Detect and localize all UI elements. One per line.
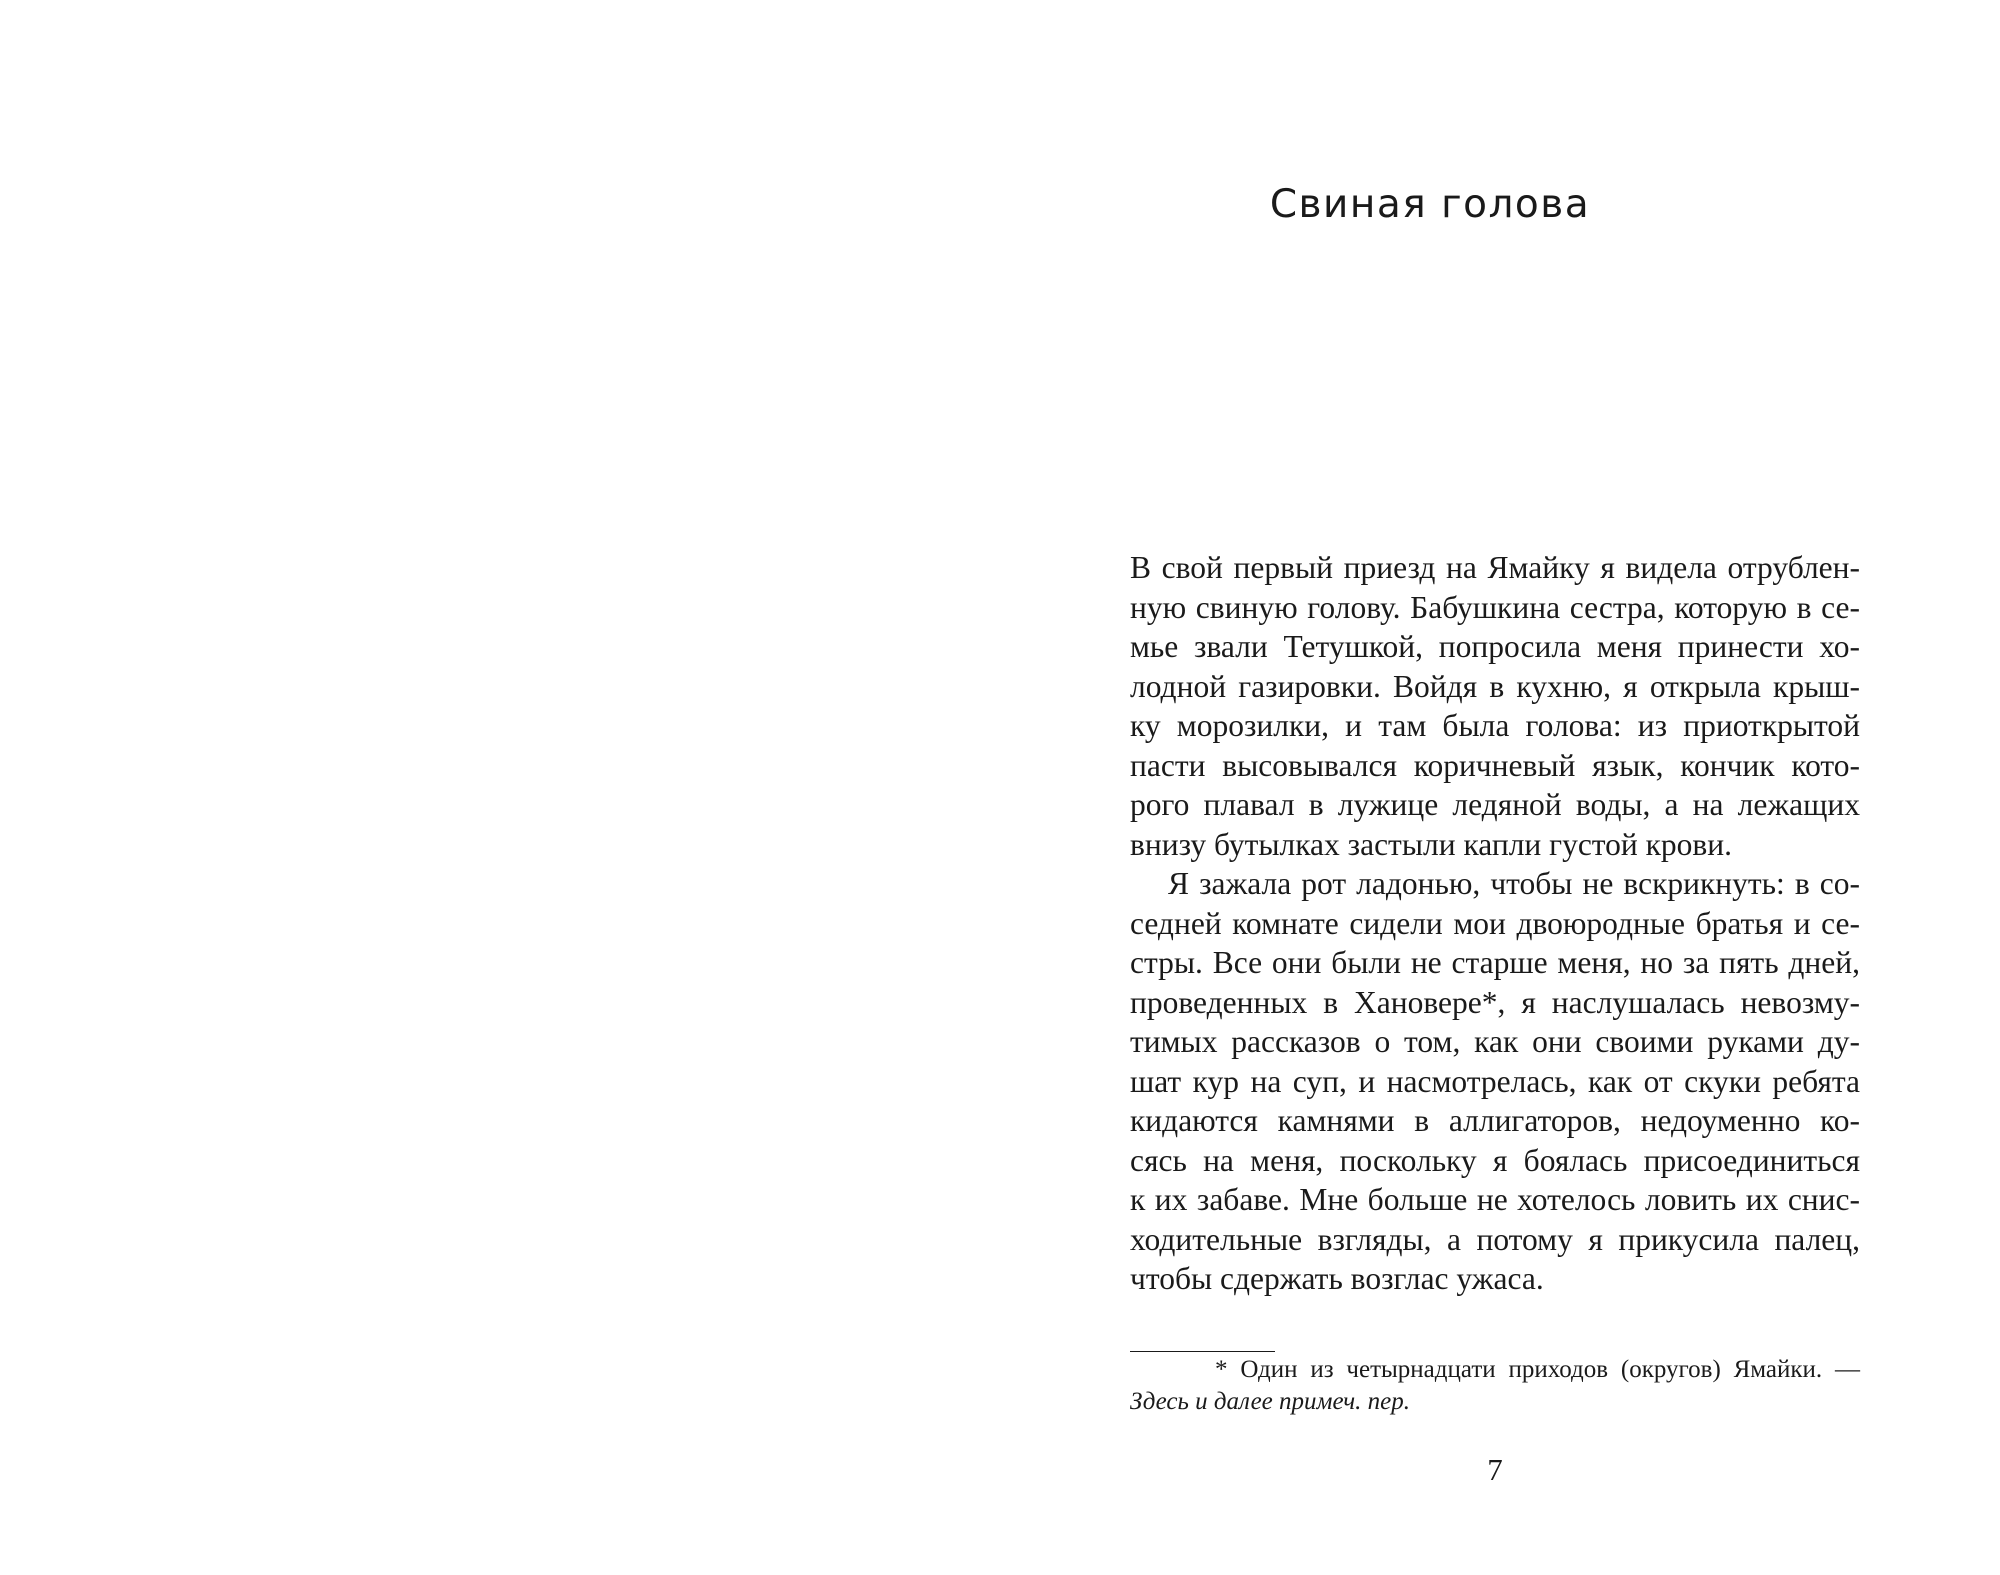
footnote-divider xyxy=(1130,1351,1275,1352)
body-line: чтобы сдержать возглас ужаса. xyxy=(1130,1261,1544,1296)
body-line: проведенных в Хановере*, я наслушалась невозму- xyxy=(1130,984,1860,1020)
body-text xyxy=(1130,548,1860,1299)
body-line: сясь на меня, поскольку я боялась присоединиться xyxy=(1130,1142,1860,1178)
body-line: ку морозилки, и там была голова: из приоткрытой xyxy=(1130,708,1860,743)
body-line: стры. Все они были не старше меня, но за пять дней, xyxy=(1130,945,1860,980)
footnote-line: * Один из четырнадцати приходов (округов) Ямайки. — xyxy=(1215,1356,1860,1383)
footnote xyxy=(1130,1354,1860,1418)
body-line: мье звали Тетушкой, попросила меня принести хо- xyxy=(1130,629,1860,664)
body-line: к их забаве. Мне больше не хотелось ловить их снис- xyxy=(1130,1182,1860,1217)
body-line: В свой первый приезд на Ямайку я видела отрублен- xyxy=(1130,550,1860,585)
body-line: ную свиную голову. Бабушкина сестра, которую в се- xyxy=(1130,589,1860,625)
chapter-title: Свиная голова xyxy=(1269,182,1591,227)
body-line: лодной газировки. Войдя в кухню, я открыла крыш- xyxy=(1130,668,1860,704)
body-line: рого плавал в лужице ледяной воды, а на лежащих xyxy=(1130,787,1860,822)
footnote-line-italic: Здесь и далее примеч. пер. xyxy=(1130,1388,1411,1415)
body-line: седней комнате сидели мои двоюродные братья и се- xyxy=(1130,905,1860,941)
body-line: кидаются камнями в аллигаторов, недоуменно ко- xyxy=(1130,1103,1860,1138)
body-line: шат кур на суп, и насмотрелась, как от скуки ребята xyxy=(1130,1063,1860,1099)
body-line: внизу бутылках застыли капли густой крови. xyxy=(1130,826,1733,862)
page-number: 7 xyxy=(1487,1452,1503,1487)
body-line: тимых рассказов о том, как они своими руками ду- xyxy=(1130,1024,1860,1059)
body-line: пасти высовывался коричневый язык, кончик кото- xyxy=(1130,747,1860,783)
body-line: ходительные взгляды, а потому я прикусила палец, xyxy=(1130,1221,1860,1257)
body-line: Я зажала рот ладонью, чтобы не вскрикнуть: в со- xyxy=(1168,866,1860,901)
